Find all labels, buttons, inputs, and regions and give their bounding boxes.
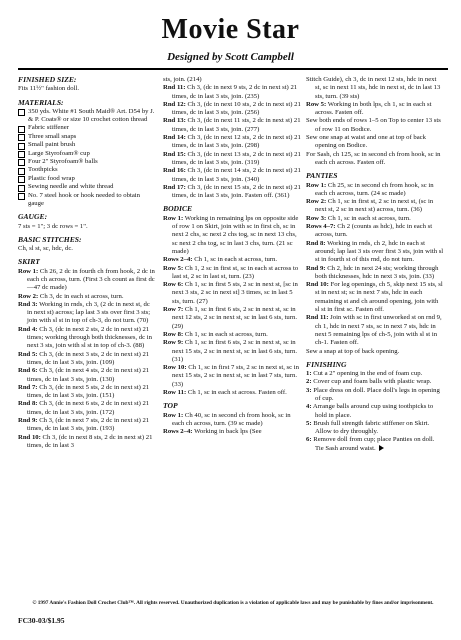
instruction-line: Row 3: Ch 1, sc in each st across, turn. <box>306 214 411 222</box>
bodice-heading: BODICE <box>163 204 193 214</box>
instruction-line: Row 8: Ch 1, sc in each st across, turn. <box>163 330 268 338</box>
instruction-line: Row 5: Ch 1, 2 sc in first st, sc in each st across to last st, 2 sc in last st, turn. (23) <box>163 264 299 280</box>
material-item <box>18 141 156 149</box>
instruction-line: Row 5: Working in both lps, ch 1, sc in each st across. Fasten off. <box>306 100 432 117</box>
checkbox-icon <box>18 143 25 150</box>
gauge-text: 7 sts = 1"; 3 dc rows = 1". <box>18 222 88 230</box>
instruction-line: Rnd 7: Ch 3, (dc in next 5 sts, 2 dc in next st) 21 times, dc in last 3 sts, join. (151) <box>18 383 150 400</box>
instruction-line: Rows 4–7: Ch 2 (counts as hdc), hdc in each st across, turn. <box>306 223 433 239</box>
top-instructions <box>163 412 301 437</box>
instruction-line: Rnd 10: For leg openings, ch 5, skip next 15 sts, sl st in next st; sc in next 7 sts, hdc in each remaining st and ch around opening, join with sl st in first sc. Fasten off. <box>306 281 443 314</box>
instruction-line: Rnd 13: Ch 3, (dc in next 11 sts, 2 dc in next st) 21 times, dc in last 3 sts, join. (277) <box>163 117 301 133</box>
material-label: Fabric stiffener <box>28 124 69 132</box>
instruction-line: Sew one snap at waist and one at top of back opening on Bodice. <box>306 134 426 150</box>
checkbox-icon <box>18 151 25 158</box>
checkbox-icon <box>18 168 25 175</box>
checkbox-icon <box>18 159 25 166</box>
instruction-line: Rnd 9: Ch 2, hdc in next 24 sts; working through both thicknesses, hdc in next 3 sts, join. (33) <box>306 264 439 280</box>
checkbox-icon <box>18 176 25 183</box>
instruction-line: 1: Cut a 2" opening in the end of foam cup. <box>306 370 423 378</box>
instruction-line: Stitch Guide), ch 3, dc in next 12 sts, hdc in next st, sc in next 11 sts, hdc in next st, dc in last 13 sts, turn. (39 sts) <box>306 76 441 100</box>
instruction-line: Row 2: Ch 3, dc in each st across, turn. <box>18 292 124 300</box>
instruction-line: Rnd 9: Ch 3, (dc in next 7 sts, 2 dc in next st) 21 times, dc in last 3 sts, join. (193) <box>18 417 150 433</box>
instruction-line: Rnd 12: Ch 3, (dc in next 10 sts, 2 dc in next st) 21 times, dc in last 3 sts, join. (256) <box>163 100 301 117</box>
material-label: Large Styrofoam® cup <box>28 149 90 157</box>
instruction-line: Rnd 4: Ch 3, (dc in next 2 sts, 2 dc in next st) 21 times; working through both thicknesses, dc in next 3 sts, join with sl st in top of ch-3. (88) <box>18 325 153 350</box>
instruction-line: Rnd 5: Ch 3, (dc in next 3 sts, 2 dc in next st) 21 times, dc in last 3 sts, join. (109) <box>18 350 150 366</box>
top-heading: TOP <box>163 401 178 411</box>
instruction-line: Rnd 10: Ch 3, (dc in next 8 sts, 2 dc in next st) 21 times, dc in last 3 <box>18 433 153 449</box>
material-label: Toothpicks <box>28 166 58 174</box>
material-item <box>18 175 156 183</box>
material-label: Three small snaps <box>28 132 77 140</box>
instruction-line: Rnd 11: Ch 3, (dc in next 9 sts, 2 dc in next st) 21 times, dc in last 3 sts, join. (235) <box>163 84 298 100</box>
top-instructions-cont <box>306 76 444 167</box>
instruction-line: Rnd 16: Ch 3, (dc in next 14 sts, 2 dc in next st) 21 times, dc in last 3 sts, join. (340) <box>163 167 301 183</box>
materials-list <box>18 108 156 208</box>
instruction-line: Rnd 14: Ch 3, (dc in next 12 sts, 2 dc in next st) 21 times, dc in last 3 sts, join. (298) <box>163 134 301 150</box>
instruction-line: Row 6: Ch 1, sc in first 5 sts, 2 sc in next st, [sc in next 3 sts, 2 sc in next st] 3 times, sc in last 5 sts, turn. (27) <box>163 281 298 305</box>
material-item <box>18 158 156 166</box>
materials-heading: MATERIALS: <box>18 97 64 107</box>
checkbox-icon <box>18 126 25 133</box>
finished-size-text: Fits 11½" fashion doll. <box>18 85 80 93</box>
instruction-line: Rnd 8: Ch 3, (dc in next 6 sts, 2 dc in next st) 21 times, dc in last 3 sts, join. (172) <box>18 400 150 416</box>
material-item <box>18 133 156 141</box>
skirt-heading: SKIRT <box>18 257 40 267</box>
checkbox-icon <box>18 193 25 200</box>
instruction-line: Rnd 3: Working in rnds, ch 3, (2 dc in next st, dc in next st) across; lap last 3 sts over first 3 sts; join with sl st in top of ch-3, do not turn. (70) <box>18 300 151 325</box>
finishing-heading: FINISHING <box>306 359 347 369</box>
title-divider <box>18 68 448 70</box>
instruction-line: Row 1: Ch 40, sc in second ch from hook, sc in each ch across, turn. (39 sc made) <box>163 411 291 427</box>
finishing-steps <box>306 370 444 453</box>
instruction-line: Row 2: Ch 1, sc in first st, 2 sc in next st, (sc in next st, 2 sc in next st) across, turn. (36) <box>306 198 434 214</box>
instruction-line: Rnd 17: Ch 3, (dc in next 15 sts, 2 dc in next st) 21 times, dc in last 3 sts, join. Fasten off. (361) <box>163 183 301 200</box>
column-left <box>18 76 156 450</box>
instruction-line: 3: Place dress on doll. Place doll's legs in opening of cup. <box>306 386 440 402</box>
instruction-line: Rows 2–4: Ch 1, sc in each st across, turn. <box>163 256 278 264</box>
instruction-line: 4: Arrange balls around cup using toothpicks to hold in place. <box>306 403 434 419</box>
finished-size-heading: FINISHED SIZE: <box>18 75 77 84</box>
instruction-line: Row 11: Ch 1, sc in each st across. Fasten off. <box>163 388 287 396</box>
skirt-instructions <box>18 268 156 451</box>
instruction-line: Row 1: Ch 26, 2 dc in fourth ch from hook, 2 dc in each ch across, turn. (First 3 ch count as first dc—47 dc made) <box>18 267 155 292</box>
instruction-line: 6: Remove doll from cup; place Panties on doll. Tie Sash around waist. <box>306 436 435 452</box>
instruction-line: sts, join. (214) <box>163 76 202 83</box>
stitches-text: Ch, sl st, sc, hdc, dc. <box>18 245 73 253</box>
instruction-line: Rnd 11: Join with sc in first unworked st on rnd 9, ch 1, hdc in next 7 sts, sc in next 7 sts, hdc in next 5 remaining lps of ch-5, join with sl st in ch-1. Fasten off. <box>306 314 442 347</box>
material-label: Four 2" Styrofoam® balls <box>28 158 98 166</box>
instruction-line: 5: Brush full strength fabric stiffener on Skirt. Allow to dry throughly. <box>306 419 430 436</box>
gauge-heading: GAUGE: <box>18 212 48 222</box>
instruction-line: Sew a snap at top of back opening. <box>306 347 400 355</box>
material-label: No. 7 steel hook or hook needed to obtain gauge <box>28 191 140 207</box>
instruction-line: Row 1: Working in remaining lps on opposite side of row 1 on Skirt, join with sc in first ch, sc in next 2 chs, sc next 2 chs tog, sc in next 13 chs, sc next 2 chs tog, sc in last 3 chs, turn. (21 sc made) <box>163 214 299 255</box>
material-item <box>18 166 156 174</box>
material-label: Sewing needle and white thread <box>28 183 114 191</box>
material-item <box>18 124 156 132</box>
bodice-instructions <box>163 215 301 398</box>
material-label: Small paint brush <box>28 141 76 149</box>
material-label: 350 yds. White #1 South Maid® Art. D54 by J. & P. Coats® or size 10 crochet cotton thread <box>28 107 155 124</box>
column-middle <box>163 76 301 436</box>
checkbox-icon <box>18 134 25 141</box>
instruction-line: Rows 2–4: Working in back lps (See <box>163 428 262 436</box>
instruction-line: Sew both ends of rows 1–5 on Top to center 13 sts of row 11 on Bodice. <box>306 117 441 133</box>
checkbox-icon <box>18 185 25 192</box>
checkbox-icon <box>18 109 25 116</box>
panties-heading: PANTIES <box>306 171 338 181</box>
material-item <box>18 150 156 158</box>
instruction-line: Row 1: Ch 25, sc in second ch from hook, sc in each ch across, turn. (24 sc made) <box>306 181 434 197</box>
instruction-line: 2: Cover cup and foam balls with plastic wrap. <box>306 378 432 386</box>
instruction-line: Row 7: Ch 1, sc in first 6 sts, 2 sc in next st, sc in next 12 sts, 2 sc in next st, sc in last 6 sts, turn. (29) <box>163 306 298 330</box>
instruction-line: Rnd 6: Ch 3, (dc in next 4 sts, 2 dc in next st) 21 times, dc in last 3 sts, join. (130) <box>18 367 150 383</box>
instruction-line: For Sash, ch 125, sc in second ch from hook, sc in each ch across. Fasten off. <box>306 150 441 166</box>
material-item <box>18 108 156 125</box>
instruction-line: Rnd 15: Ch 3, (dc in next 13 sts, 2 dc in next st) 21 times, dc in last 3 sts, join. (319) <box>163 150 301 166</box>
instruction-line: Row 9: Ch 1, sc in first 6 sts, 2 sc in next st, sc in next 15 sts, 2 sc in next st, sc in last 6 sts, turn. (31) <box>163 339 298 363</box>
stitches-heading: BASIC STITCHES: <box>18 234 82 244</box>
end-arrow-icon <box>379 445 384 451</box>
pattern-code: FC30-03/$1.95 <box>18 616 65 625</box>
designer-byline: Designed by Scott Campbell <box>167 51 294 63</box>
material-item <box>18 192 156 209</box>
instruction-line: Rnd 8: Working in rnds, ch 2, hdc in each st around; lap last 3 sts over first 3 sts, join with sl st in fourth st of this rnd, do not turn. <box>306 239 444 264</box>
skirt-instructions-cont <box>163 76 301 200</box>
material-item <box>18 183 156 191</box>
column-right <box>306 76 444 453</box>
instruction-line: Row 10: Ch 1, sc in first 7 sts, 2 sc in next st, sc in next 15 sts, 2 sc in next st, sc in last 7 sts, turn. (33) <box>163 364 299 388</box>
panties-instructions <box>306 182 444 356</box>
material-label: Plastic food wrap <box>28 174 75 182</box>
pattern-title: Movie Star <box>161 14 300 45</box>
copyright-notice: © 1997 Annie's Fashion Doll Crochet Club™. All rights reserved. Unauthorized duplication is a violation of applicable laws and may be punishable by fines and/or imprisonment. <box>32 600 434 606</box>
